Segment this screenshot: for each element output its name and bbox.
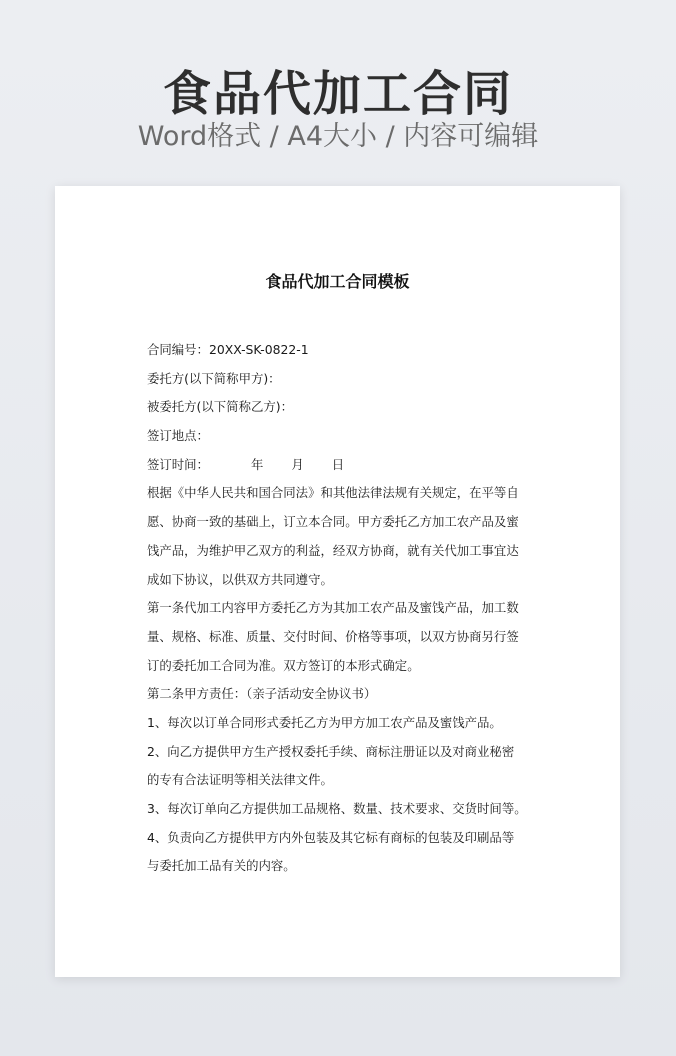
- intro-line: 根据《中华人民共和国合同法》和其他法律法规有关规定，在平等自: [147, 485, 519, 501]
- contract-number-value: 20XX-SK-0822-1: [208, 342, 309, 357]
- article2-item: 3、每次订单向乙方提供加工品规格、数量、技术要求、交货时间等。: [147, 801, 527, 816]
- article2-item: 2、向乙方提供甲方生产授权委托手续、商标注册证以及对商业秘密: [147, 743, 515, 759]
- contract-number-label: 合同编号：: [147, 342, 209, 357]
- article1-line: 订的委托加工合同为准。双方签订的本形式确定。: [147, 657, 420, 673]
- article2-item: 与委托加工品有关的内容。: [147, 858, 296, 874]
- signing-time-label: 签订时间：: [147, 456, 209, 472]
- signing-time-line: [147, 451, 532, 480]
- year-label: 年: [250, 456, 264, 472]
- contract-number-line: [147, 336, 532, 365]
- contractor-line: 被委托方(以下简称乙方)：: [147, 399, 293, 415]
- document-title: 食品代加工合同模板: [265, 272, 410, 291]
- signing-place-line: 签订地点：: [147, 428, 209, 444]
- article1-line: 第一条代加工内容甲方委托乙方为其加工农产品及蜜饯产品，加工数: [147, 600, 519, 616]
- intro-line: 成如下协议，以供双方共同遵守。: [147, 571, 333, 587]
- day-label: 日: [331, 456, 345, 472]
- month-label: 月: [291, 456, 304, 472]
- article2-item: 4、负责向乙方提供甲方内外包装及其它标有商标的包装及印刷品等: [147, 829, 515, 845]
- intro-line: 愿、协商一致的基础上，订立本合同。甲方委托乙方加工农产品及蜜: [147, 514, 519, 530]
- client-line: 委托方(以下简称甲方)：: [147, 370, 281, 386]
- banner-title: 食品代加工合同: [162, 66, 513, 122]
- article2-item: 1、每次以订单合同形式委托乙方为甲方加工农产品及蜜饯产品。: [147, 714, 502, 730]
- document-body: [147, 336, 532, 881]
- banner-subtitle: Word格式 / A4大小 / 内容可编辑: [137, 121, 539, 152]
- article2-item: 的专有合法证明等相关法律文件。: [147, 772, 333, 788]
- document-page: [55, 186, 620, 977]
- article1-line: 量、规格、标准、质量、交付时间、价格等事项，以双方协商另行签: [147, 628, 519, 644]
- article2-heading: 第二条甲方责任：（亲子活动安全协议书）: [147, 686, 377, 702]
- intro-line: 饯产品，为维护甲乙双方的利益，经双方协商，就有关代加工事宜达: [147, 542, 519, 558]
